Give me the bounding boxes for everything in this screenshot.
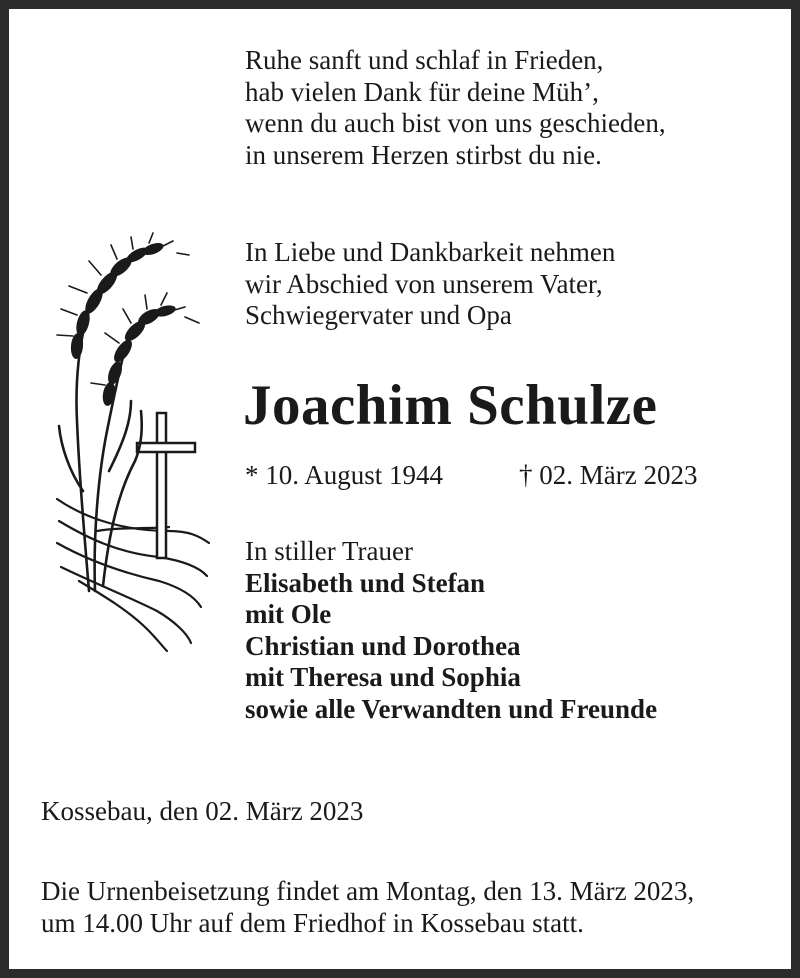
mourning-heading: In stiller Trauer [245, 536, 413, 566]
death-date: † 02. März 2023 [519, 460, 698, 490]
funeral-line: Die Urnenbeisetzung findet am Montag, den 13. März 2023, [41, 876, 695, 906]
poem-verse [245, 45, 666, 171]
birth-date: * 10. August 1944 [245, 460, 444, 490]
poem-line: in unserem Herzen stirbst du nie. [245, 139, 602, 170]
intro-line: In Liebe und Dankbarkeit nehmen [245, 237, 616, 267]
poem-line: Ruhe sanft und schlaf in Frieden, [245, 45, 604, 75]
mourner-line: mit Theresa und Sophia [245, 662, 521, 692]
place-and-date: Kossebau, den 02. März 2023 [41, 796, 364, 826]
intro-line: wir Abschied von unserem Vater, [245, 268, 603, 299]
mourners-block [245, 536, 657, 725]
deceased-name: Joachim Schulze [243, 374, 658, 437]
wheat-and-cross-icon [49, 231, 214, 656]
mourner-line: Christian und Dorothea [245, 630, 521, 661]
funeral-info [41, 875, 694, 939]
mourner-line: sowie alle Verwandten und Freunde [245, 693, 658, 724]
poem-line: wenn du auch bist von uns geschieden, [245, 108, 666, 138]
mourner-line: mit Ole [245, 599, 332, 629]
mourner-line: Elisabeth und Stefan [245, 567, 486, 598]
intro-text [245, 237, 615, 332]
funeral-line: um 14.00 Uhr auf dem Friedhof in Kossebau statt. [41, 908, 584, 938]
poem-line: hab vielen Dank für deine Müh’, [245, 76, 599, 107]
intro-line: Schwiegervater und Opa [245, 300, 512, 330]
